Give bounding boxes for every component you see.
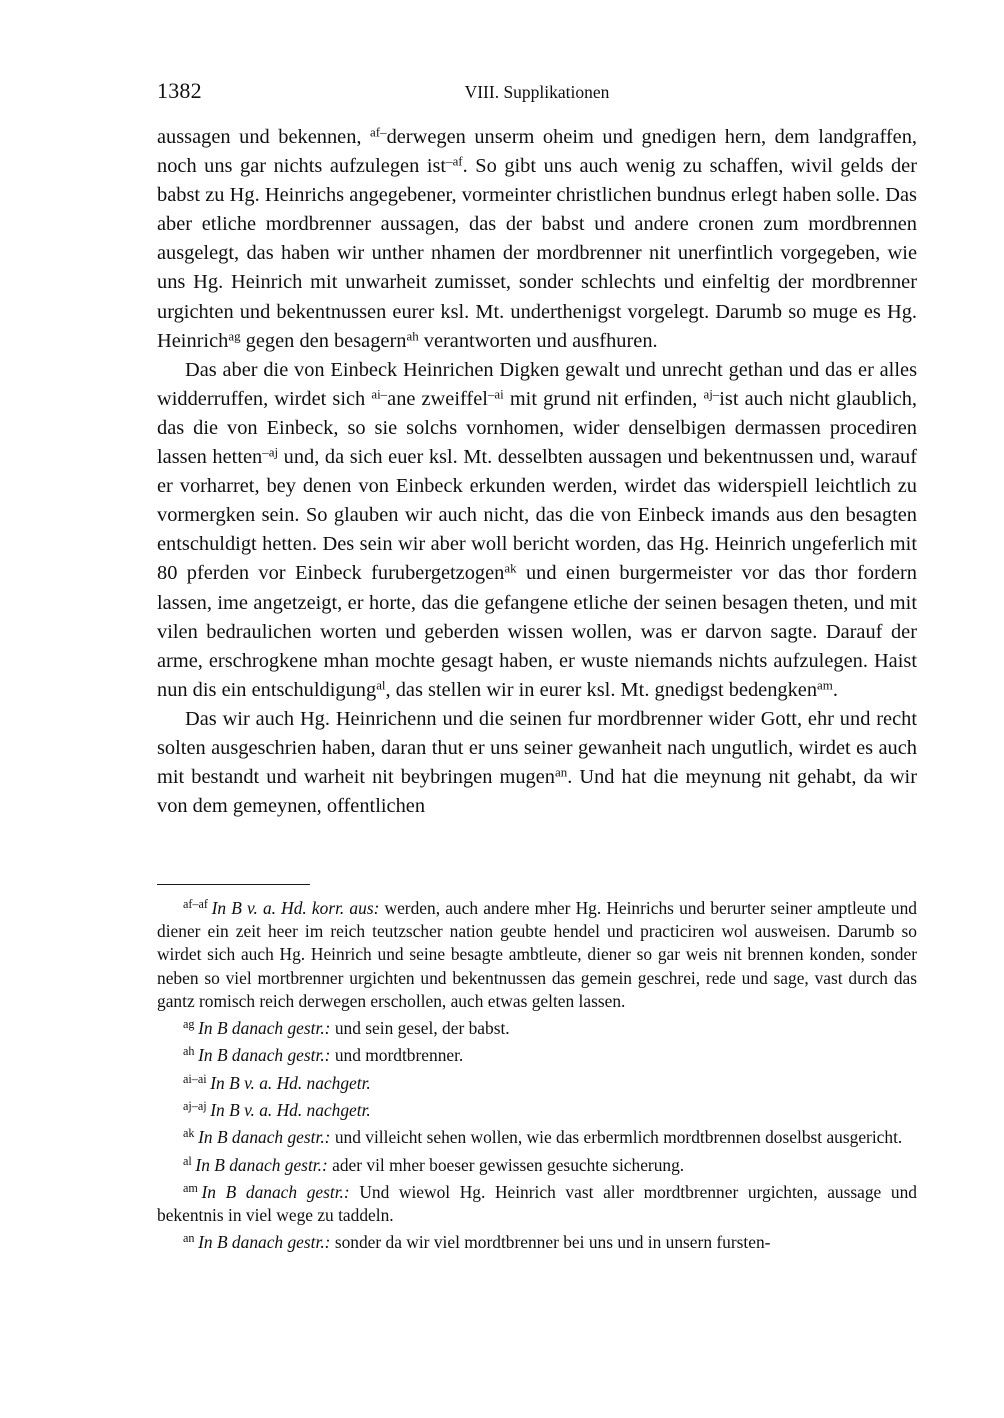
running-title: VIII. Supplikationen [464, 82, 610, 102]
paragraph: Das aber die von Einbeck Heinrichen Digken gewalt und unrecht gethan und das er alles widderruffen, wirdet sich $^{ai-}$ane zweiffel$^{-ai}$ mit grund nit erfinden, $^{aj-}$ist auch nicht glaublich, das die von Einbeck, so sie solchs vornhomen, wider denselbigen dermassen procediren lassen hetten$^{-aj}$ und, da sich euer ksl. Mt. desselbten aussagen und bekentnussen und, warauf er vorharret, bey denen von Einbeck erkunden werden, wirdet das widerspiell leichtlich zu vormergken sein. So glauben wir auch nicht, das die von Einbeck imands aus den besagten entschuldigt hetten. Des sein wir aber woll bericht worden, das Hg. Heinrich ungeferlich mit 80 pferden vor Einbeck furubergetzogen$^{ak}$ und einen burgermeister vor das thor fordern lassen, ime angetzeigt, er horte, das die gefangene etliche der seinen besagen theten, und mit vilen bedraulichen worten und geberden wissen wollen, was er darvon sagte. Darauf der arme, erschrogkene mhan mochte gesagt haben, er wuste niemands nichts aufzulegen. Haist nun dis ein entschuldigung$^{al}$, das stellen wir in eurer ksl. Mt. gnedigst bedengken$^{am}$. [157, 358, 917, 701]
page-number: 1382 [157, 78, 202, 103]
footnote-entry: $^{al}$ In B danach gestr.: ader vil mher boeser gewissen gesuchte sicherung. [183, 1153, 685, 1175]
footnote-entry: $^{am}$ In B danach gestr.: Und wiewol Hg. Heinrich vast aller mordtbrenner urgichten, aussage und bekentnis in viel wege zu taddeln. [157, 1180, 917, 1226]
footnote-entry: $^{ai-ai}$ In B v. a. Hd. nachgetr. [183, 1071, 371, 1093]
running-head [157, 78, 917, 104]
footnote-entry: $^{ak}$ In B danach gestr.: und villeicht sehen wollen, wie das erbermlich mordtbrennen doselbst ausgericht. [183, 1126, 903, 1148]
footnote-entry: $^{ah}$ In B danach gestr.: und mordtbrenner. [183, 1044, 464, 1066]
footnote-apparatus [157, 893, 917, 1255]
footnote-entry: $^{af-af}$ In B v. a. Hd. korr. aus: werden, auch andere mher Hg. Heinrichs und berurter seiner amptleute und diener ein zeit heer im reich teutzscher nation geubte hendel und practiciren wol ausweisen. Darumb so wirdet sich auch Hg. Heinrich und seine besagte ambtleute, diener so gar weis nit brennen konden, sonder neben so viel mortbrenner urgichten und bekentnussen das gemein geschrei, rede und sage, vast durch das gantz romisch reich derwegen erschollen, auch etwas gelten lassen. [157, 897, 917, 1011]
paragraph: aussagen und bekennen, $^{af-}$derwegen unserm oheim und gnedigen hern, dem landgraffen, noch uns gar nichts aufzulegen ist$^{-af}$. So gibt uns auch wenig zu schaffen, wivil gelds der babst zu Hg. Heinrichs angegebener, vormeinter christlichen bundnus erlegt haben solle. Das aber etliche mordbrenner aussagen, das der babst und andere cronen zum mordbrennen ausgelegt, das haben wir unther nhamen der mordbrenner nit unerfintlich vorgegeben, wie uns Hg. Heinrich mit unwarheit zumisset, sonder schlechts und einfeltig der mordbrenner urgichten und bekentnussen eurer ksl. Mt. underthenigst vorgelegt. Darumb so muge es Hg. Heinrich$^{ag}$ gegen den besagern$^{ah}$ verantworten und ausfhuren. [157, 124, 918, 352]
body-text [157, 123, 917, 821]
paragraph: Das wir auch Hg. Heinrichenn und die seinen fur mordbrenner wider Gott, ehr und recht solten ausgeschrien haben, daran thut er uns seiner gewanheit nach ungutlich, wirdet es auch mit bestandt und warheit nit beybringen mugen$^{an}$. Und hat die meynung nit gehabt, da wir von dem gemeynen, offentlichen [157, 707, 917, 818]
footnote-entry: $^{an}$ In B danach gestr.: sonder da wir viel mordtbrenner bei uns und in unsern fursten- [183, 1231, 771, 1253]
footnote-entry: $^{ag}$ In B danach gestr.: und sein gesel, der babst. [183, 1017, 510, 1039]
footnote-entry: $^{aj-aj}$ In B v. a. Hd. nachgetr. [183, 1098, 371, 1121]
footnote-separator-rule [157, 884, 310, 885]
